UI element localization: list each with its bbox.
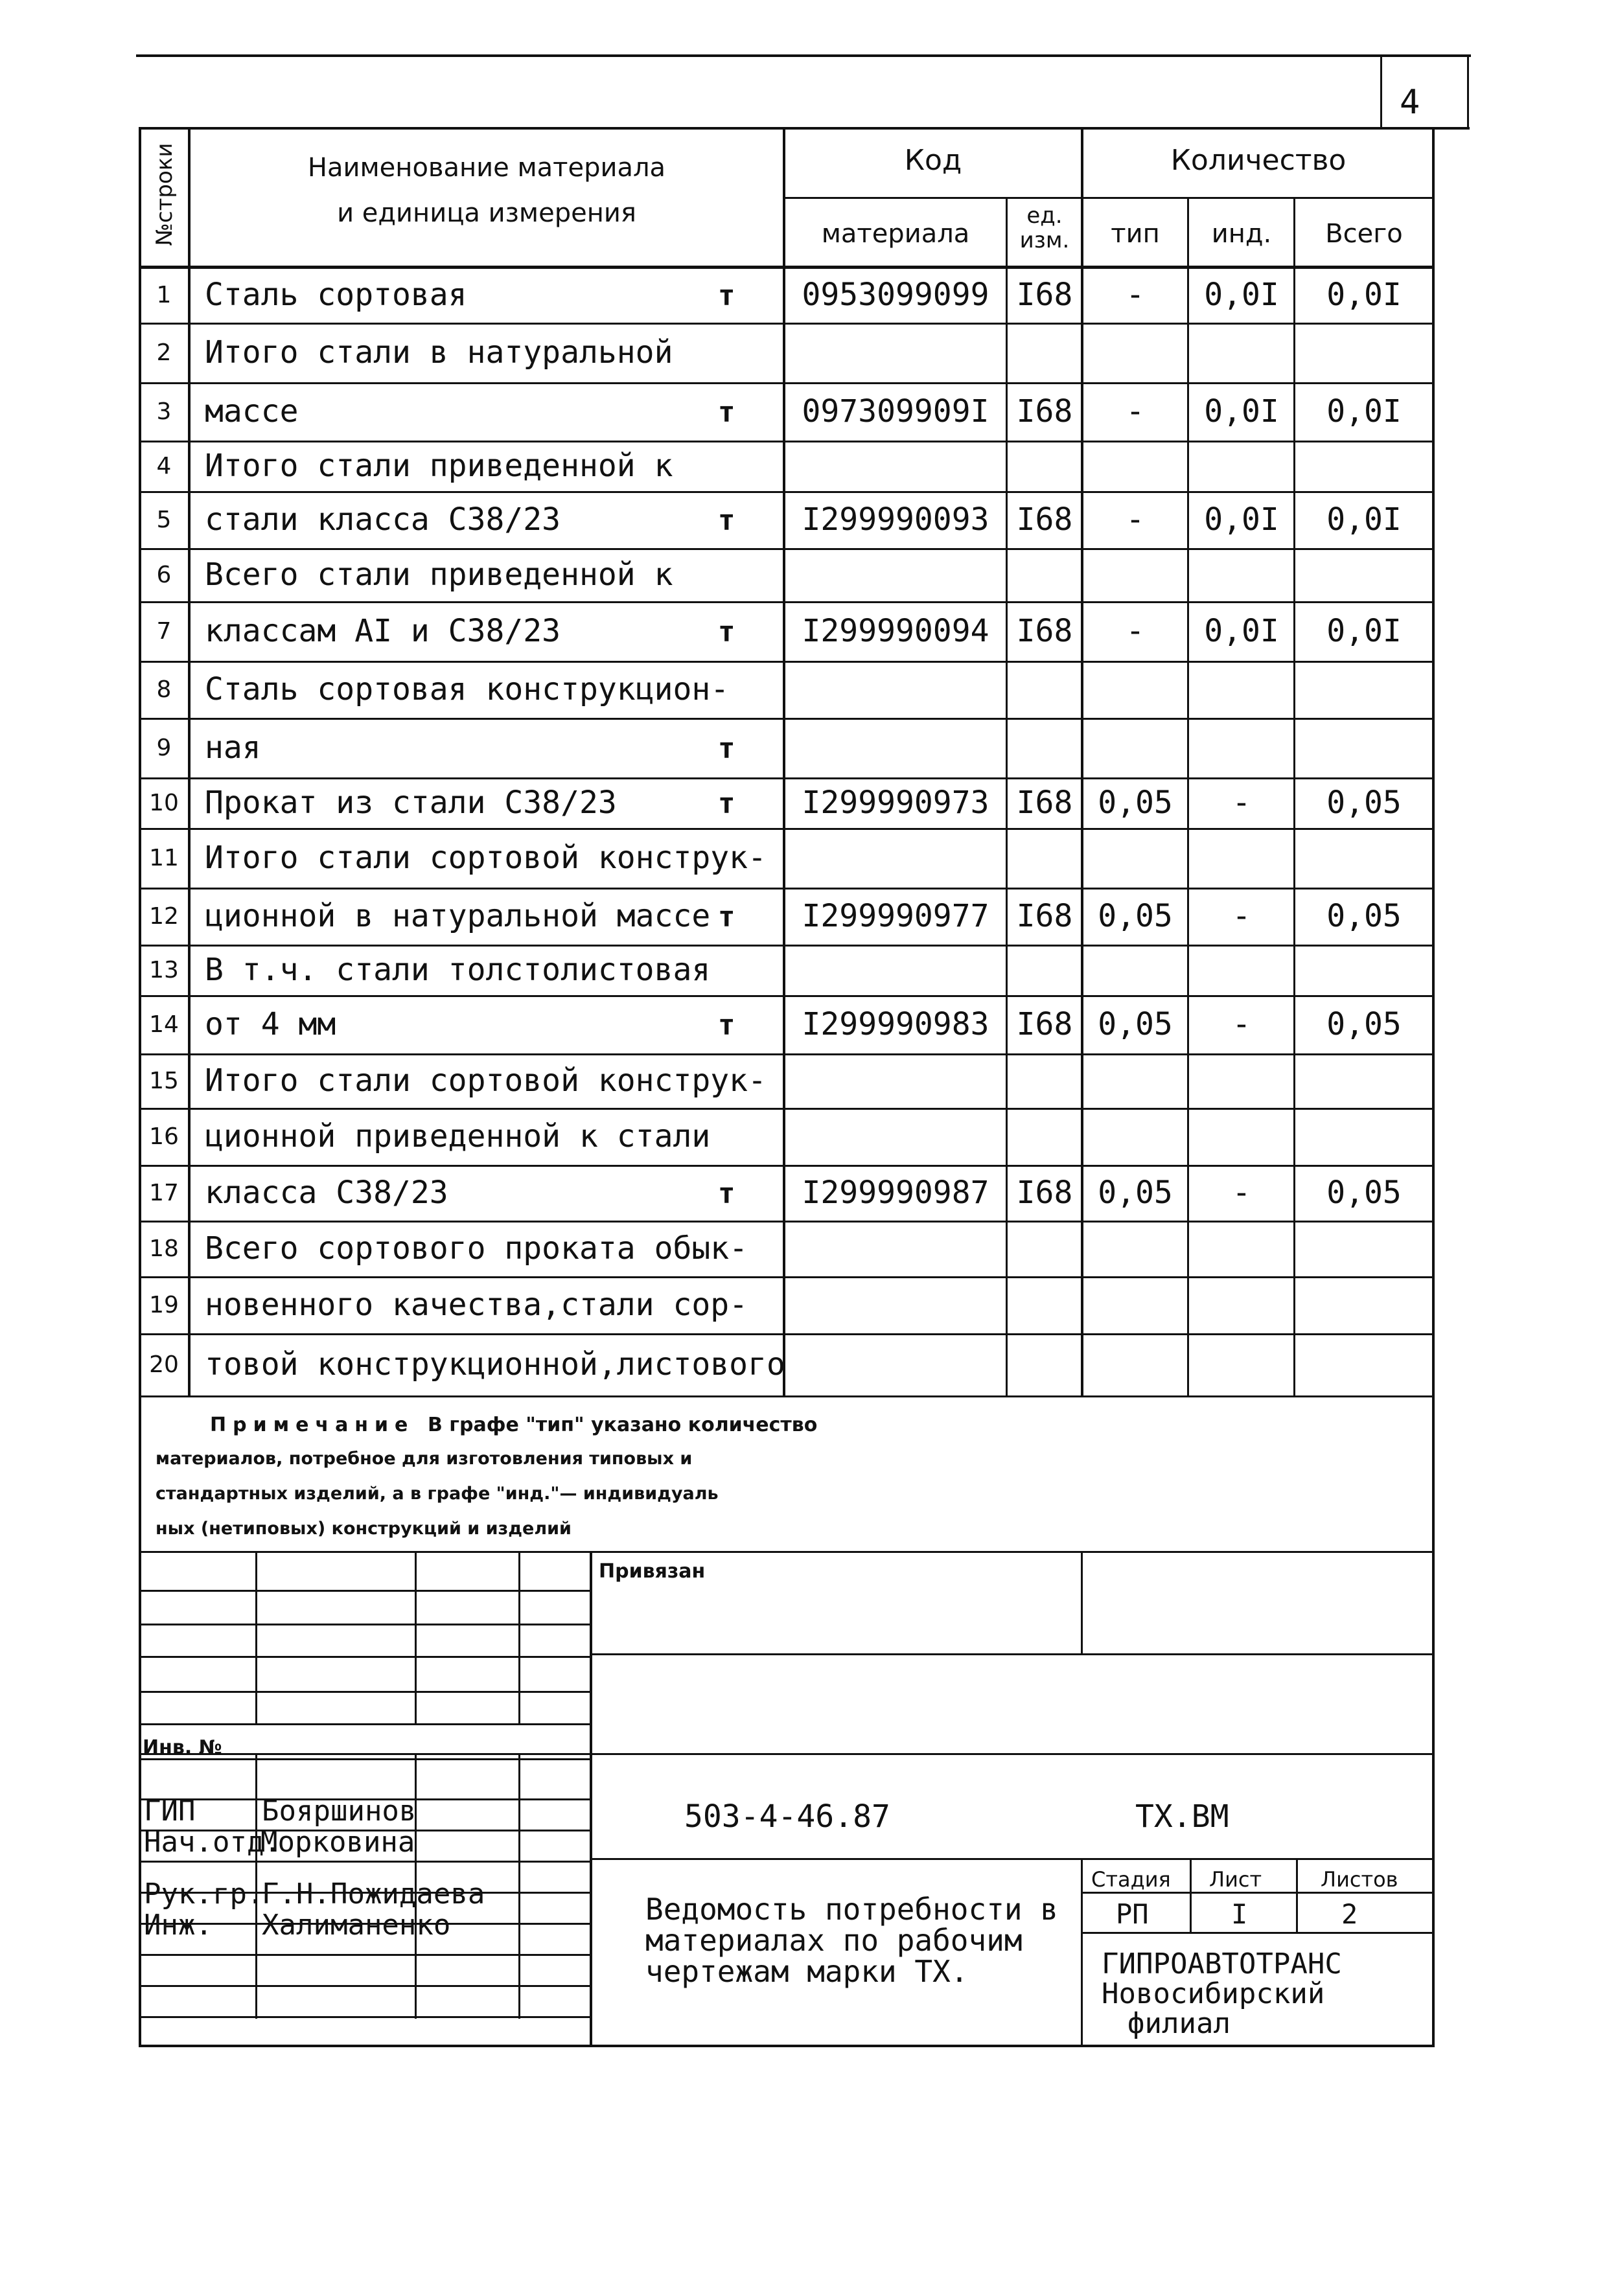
material-code: 097309909I <box>802 393 989 430</box>
material-name: массе <box>205 393 299 430</box>
header-material: материала <box>821 219 970 249</box>
org-line1: ГИПРОАВТОТРАНС <box>1102 1947 1342 1980</box>
header-ind: инд. <box>1211 219 1272 249</box>
row-rule <box>139 1108 1433 1110</box>
row-rule <box>139 601 1433 603</box>
material-name: Сталь сортовая конструкцион- <box>205 671 730 707</box>
unit: т <box>718 504 735 537</box>
material-name: В т.ч. стали толстолистовая <box>205 952 711 988</box>
stamp-stage-rule <box>1081 1892 1433 1894</box>
qty-ind: - <box>1232 1006 1251 1042</box>
page-num-box-right <box>1467 56 1469 128</box>
material-name: Итого стали в натуральной <box>205 334 673 371</box>
row-rule <box>139 1165 1433 1167</box>
person-name: Бояршинов <box>262 1795 417 1828</box>
person-role: Рук.гр. <box>144 1877 264 1911</box>
qty-ind: 0,0I <box>1204 393 1279 430</box>
sheet-label: Лист <box>1209 1867 1262 1892</box>
row-number: 12 <box>149 903 179 930</box>
qty-total: 0,0I <box>1326 501 1402 538</box>
qty-ind: - <box>1232 1175 1251 1211</box>
material-name: ционной в натуральной массе <box>205 898 711 934</box>
qty-typ: - <box>1126 393 1145 430</box>
row-rule <box>139 491 1433 493</box>
material-name: классам АI и С38/23 <box>205 613 561 649</box>
row-rule <box>139 945 1433 947</box>
stamp-sheets-col <box>1296 1858 1298 1932</box>
note-line2: материалов, потребное для изготовления типовых и <box>156 1449 693 1469</box>
col-sep-rownum <box>188 127 191 1397</box>
row-rule <box>139 995 1433 997</box>
doc-code: 503-4-46.87 <box>684 1798 890 1835</box>
sheet-value: I <box>1231 1898 1248 1930</box>
uom-code: I68 <box>1016 613 1073 649</box>
qty-total: 0,0I <box>1326 277 1402 313</box>
row-number: 11 <box>149 845 179 871</box>
material-name: ционной приведенной к стали <box>205 1118 711 1154</box>
qty-typ: 0,05 <box>1098 1175 1173 1211</box>
row-number: 4 <box>156 453 172 479</box>
person-name: Морковина <box>260 1826 415 1859</box>
material-name: новенного качества,стали сор- <box>205 1287 748 1323</box>
row-number: 6 <box>156 562 172 588</box>
page-num-box-left <box>1380 56 1382 128</box>
material-name: стали класса С38/23 <box>205 501 561 538</box>
header-typ: тип <box>1111 219 1160 249</box>
qty-typ: - <box>1126 277 1145 313</box>
qty-total: 0,05 <box>1326 785 1402 821</box>
page-number: 4 <box>1400 83 1420 122</box>
row-rule <box>139 1053 1433 1055</box>
unit: т <box>718 732 735 765</box>
material-code: I299990973 <box>802 785 989 821</box>
stamp-grid-rule <box>139 1590 592 1592</box>
qty-ind: 0,0I <box>1204 277 1279 313</box>
material-name: Итого стали приведенной к <box>205 448 673 484</box>
row-number: 3 <box>156 398 172 425</box>
row-rule <box>139 548 1433 550</box>
row-rule <box>139 828 1433 830</box>
header-mid-rule <box>783 197 1433 199</box>
row-rule <box>139 441 1433 442</box>
person-role: Нач.отд. <box>144 1826 281 1859</box>
stamp-grid-col <box>255 1551 257 1723</box>
unit: т <box>718 1177 735 1210</box>
qty-typ: - <box>1126 613 1145 649</box>
inv-no-label: Инв. № <box>143 1736 222 1759</box>
stamp-people-rule <box>139 1861 592 1863</box>
material-name: Прокат из стали С38/23 <box>205 785 617 821</box>
stamp-grid-rule <box>139 1723 592 1725</box>
qty-total: 0,05 <box>1326 1006 1402 1042</box>
stamp-grid-col <box>415 1551 417 1723</box>
header-uom: ед. изм. <box>1019 203 1070 253</box>
stamp-grid-rule <box>139 1624 592 1625</box>
row-number: 9 <box>156 735 172 761</box>
uom-code: I68 <box>1016 1175 1073 1211</box>
qty-ind: 0,0I <box>1204 501 1279 538</box>
row-number: 20 <box>149 1351 179 1378</box>
qty-total: 0,0I <box>1326 613 1402 649</box>
uom-code: I68 <box>1016 898 1073 934</box>
uom-code: I68 <box>1016 501 1073 538</box>
header-name-line1: Наименование материала <box>307 153 666 183</box>
doc-title-line3: чертежам марки ТХ. <box>645 1954 969 1989</box>
person-role: ГИП <box>144 1795 196 1828</box>
stamp-grid-col <box>518 1551 520 1723</box>
material-code: 0953099099 <box>802 277 989 313</box>
header-quantity: Количество <box>1170 144 1347 177</box>
row-rule <box>139 718 1433 720</box>
material-name: от 4 мм <box>205 1006 336 1042</box>
stamp-people-rule <box>139 1985 592 1987</box>
stamp-privyazan-col <box>1081 1551 1083 1655</box>
note-line3: стандартных изделий, а в графе "инд."— индивидуаль <box>156 1484 719 1504</box>
sheets-label: Листов <box>1321 1867 1398 1892</box>
unit: т <box>718 901 735 934</box>
unit: т <box>718 396 735 429</box>
row-number: 18 <box>149 1235 179 1262</box>
qty-ind: - <box>1232 785 1251 821</box>
stamp-title-rule <box>590 1858 1433 1860</box>
unit: т <box>718 787 735 820</box>
material-name: Итого стали сортовой конструк- <box>205 1062 767 1099</box>
header-total: Всего <box>1325 219 1403 249</box>
unit: т <box>718 615 735 649</box>
privyazan-label: Привязан <box>599 1560 706 1583</box>
row-rule <box>139 1221 1433 1223</box>
row-number: 10 <box>149 790 179 816</box>
row-number: 14 <box>149 1011 179 1038</box>
person-name: Г.Н.Пожидаева <box>262 1877 485 1911</box>
stamp-stage-col <box>1081 1858 1083 2047</box>
row-number: 8 <box>156 676 172 703</box>
material-code: I299990987 <box>802 1175 989 1211</box>
doc-title-line2: материалах по рабочим <box>645 1923 1023 1958</box>
qty-typ: 0,05 <box>1098 1006 1173 1042</box>
row-rule <box>139 1276 1433 1278</box>
row-rule <box>139 1395 1433 1397</box>
stamp-privyazan-rule <box>590 1653 1433 1655</box>
qty-typ: 0,05 <box>1098 785 1173 821</box>
qty-ind: - <box>1232 898 1251 934</box>
note-title: Примечание <box>210 1414 415 1436</box>
material-code: I299990093 <box>802 501 989 538</box>
header-code: Код <box>904 144 962 177</box>
table-right-border <box>1432 127 1435 2047</box>
doc-title-line1: Ведомость потребности в <box>645 1892 1058 1927</box>
material-name: товой конструкционной,листового <box>205 1346 785 1383</box>
uom-code: I68 <box>1016 785 1073 821</box>
row-number: 16 <box>149 1123 179 1150</box>
stamp-grid-rule <box>139 1691 592 1693</box>
stamp-bottom-rule <box>139 2045 1433 2047</box>
stage-value: РП <box>1116 1898 1149 1930</box>
stamp-inv-rule <box>139 1753 1433 1755</box>
row-number: 19 <box>149 1292 179 1318</box>
material-code: I299990983 <box>802 1006 989 1042</box>
row-rule <box>139 1333 1433 1335</box>
sheets-value: 2 <box>1341 1898 1358 1930</box>
unit: т <box>718 1009 735 1042</box>
qty-ind: 0,0I <box>1204 613 1279 649</box>
qty-total: 0,05 <box>1326 898 1402 934</box>
row-number: 17 <box>149 1180 179 1206</box>
org-line3: филиал <box>1127 2007 1231 2040</box>
row-rule <box>139 323 1433 325</box>
material-code: I299990094 <box>802 613 989 649</box>
top-rule <box>136 54 1471 57</box>
row-rule <box>139 382 1433 384</box>
unit: т <box>718 279 735 312</box>
person-role: Инж. <box>144 1909 213 1942</box>
stamp-sheet-col <box>1190 1858 1192 1932</box>
stamp-grid-rule <box>139 1656 592 1658</box>
table-top-border <box>139 127 1470 130</box>
row-rule <box>139 777 1433 779</box>
person-name: Халиманенко <box>262 1909 451 1942</box>
row-rule <box>139 661 1433 663</box>
note-line1: В графе "тип" указано количество <box>428 1414 818 1436</box>
note-line4: ных (нетиповых) конструкций и изделий <box>156 1519 572 1539</box>
row-number: 1 <box>156 282 172 308</box>
org-line2: Новосибирский <box>1102 1977 1325 2010</box>
qty-total: 0,0I <box>1326 393 1402 430</box>
header-row-no: №строки <box>152 143 178 246</box>
stamp-people-col <box>518 1753 520 2019</box>
material-name: Всего сортового проката обык- <box>205 1230 748 1267</box>
material-name: Сталь сортовая <box>205 277 467 313</box>
stamp-people-rule <box>139 2016 592 2018</box>
row-number: 15 <box>149 1068 179 1094</box>
stage-label: Стадия <box>1091 1867 1171 1892</box>
material-code: I299990977 <box>802 898 989 934</box>
stamp-grid-rule <box>139 1551 592 1553</box>
doc-mark: ТХ.ВМ <box>1135 1798 1229 1835</box>
uom-code: I68 <box>1016 277 1073 313</box>
row-number: 5 <box>156 507 172 533</box>
material-name: класса С38/23 <box>205 1175 448 1211</box>
row-number: 7 <box>156 618 172 645</box>
uom-code: I68 <box>1016 1006 1073 1042</box>
row-rule <box>139 888 1433 890</box>
stamp-people-rule <box>139 1954 592 1956</box>
uom-code: I68 <box>1016 393 1073 430</box>
row-number: 2 <box>156 339 172 366</box>
qty-typ: 0,05 <box>1098 898 1173 934</box>
qty-total: 0,05 <box>1326 1175 1402 1211</box>
material-name: ная <box>205 729 261 766</box>
qty-typ: - <box>1126 501 1145 538</box>
row-number: 13 <box>149 957 179 983</box>
material-name: Всего стали приведенной к <box>205 557 673 593</box>
stamp-stage-rule2 <box>1081 1932 1433 1934</box>
header-name-line2: и единица измерения <box>337 198 636 228</box>
material-name: Итого стали сортовой конструк- <box>205 840 767 876</box>
header-bottom-rule <box>139 266 1433 269</box>
